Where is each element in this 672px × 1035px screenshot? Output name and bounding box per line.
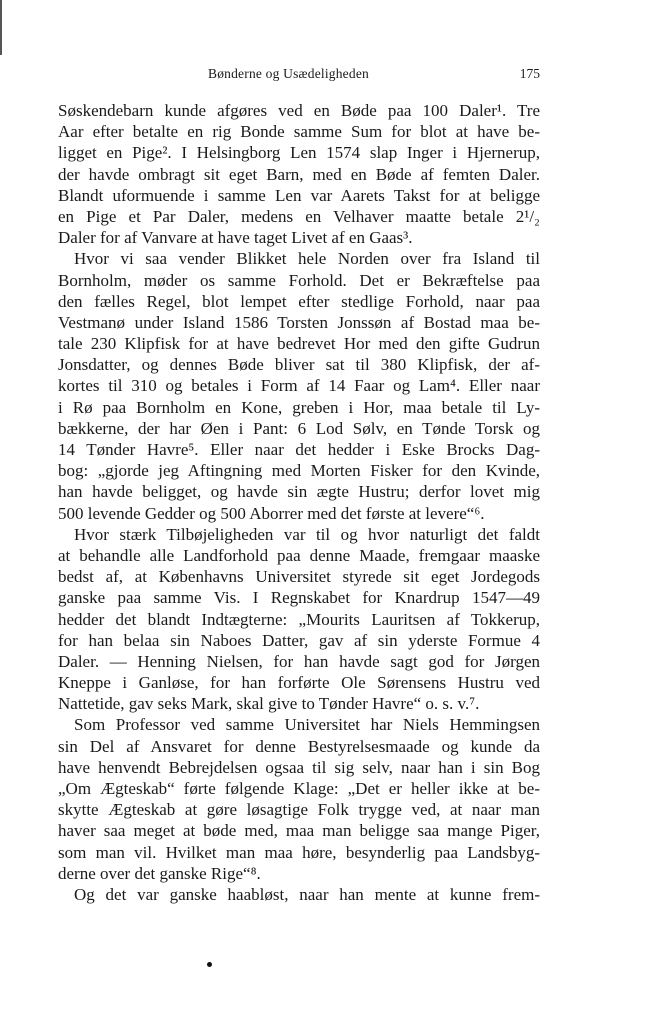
- text-line: Daler for af Vanvare at have taget Livet af en Gaas³.: [58, 228, 413, 248]
- text-line: han havde beligget, og havde sin ægte Hustru; derfor lovet mig: [58, 482, 540, 502]
- text-line: Blandt uformuende i samme Len var Aarets Takst for at beligge: [58, 185, 540, 205]
- ink-dot: [207, 962, 212, 967]
- text-line: tale 230 Klipfisk for at have bedrevet Hor med den gifte Gudrun: [58, 334, 540, 354]
- text-line: bækkerne, der har Øen i Pant: 6 Lod Sølv, en Tønde Torsk og: [58, 418, 540, 438]
- running-title: Bønderne og Usædeligheden: [208, 66, 369, 81]
- text-line: kortes til 310 og betales i Form af 14 Faar og Lam⁴. Eller naar: [58, 376, 540, 396]
- text-line: bedst af, at Københavns Universitet styrede sit eget Jordegods: [58, 567, 540, 587]
- text-line: 14 Tønder Havre⁵. Eller naar det hedder i Eske Brocks Dag-: [58, 440, 540, 459]
- page-header: [58, 66, 542, 86]
- text-line: hedder det blandt Indtægterne: „Mourits Lauritsen af Tokkerup,: [58, 609, 540, 629]
- text-line: 500 levende Gedder og 500 Aborrer med det første at levere“⁶.: [58, 503, 485, 523]
- text-line: Og det var ganske haabløst, naar han mente at kunne frem-: [74, 884, 540, 904]
- text-line: den fælles Regel, blot lempet efter stedlige Forhold, naar paa: [58, 291, 540, 311]
- text-line: „Om Ægteskab“ førte følgende Klage: „Det er heller ikke at be-: [58, 779, 540, 798]
- text-line: Hvor vi saa vender Blikket hele Norden over fra Island til: [74, 249, 540, 269]
- text-line: Aar efter betalte en rig Bonde samme Sum for blot at have be-: [58, 122, 540, 142]
- page-number: 175: [519, 66, 540, 81]
- text-line: sin Del af Ansvaret for denne Bestyrelsesmaade og kunde da: [58, 736, 540, 756]
- text-line: der havde ombragt sit eget Barn, med en Bøde af femten Daler.: [58, 164, 540, 184]
- text-line: Daler. — Henning Nielsen, for han havde sagt god for Jørgen: [58, 651, 540, 671]
- text-line: for han belaa sin Naboes Datter, gav af sin yderste Formue 4: [58, 630, 540, 650]
- text-line: ganske paa samme Vis. I Regnskabet for Knardrup 1547—49: [58, 588, 540, 608]
- text-line: at behandle alle Landforhold paa denne Maade, fremgaar maaske: [58, 545, 540, 565]
- scan-edge-mark: [0, 0, 2, 55]
- text-line: ligget en Pige². I Helsingborg Len 1574 slap Inger i Hjernerup,: [58, 143, 540, 163]
- text-line: derne over det ganske Rige“⁸.: [58, 863, 261, 883]
- text-line: skytte Ægteskab at gøre løsagtige Folk trygge ved, at naar man: [58, 800, 540, 820]
- body-text: [58, 100, 540, 905]
- text-line: Som Professor ved samme Universitet har Niels Hemmingsen: [74, 715, 540, 735]
- text-line: have henvendt Bebrejdelsen ogsaa til sig selv, naar han i sin Bog: [58, 757, 540, 777]
- text-line: Jonsdatter, og dennes Bøde bliver sat til 380 Klipfisk, der af-: [58, 355, 540, 375]
- text-line: Nattetide, gav seks Mark, skal give to Tønder Havre“ o. s. v.⁷.: [58, 694, 480, 714]
- text-line: bog: „gjorde jeg Aftingning med Morten Fisker for den Kvinde,: [58, 461, 540, 481]
- text-line: haver saa meget at bøde med, maa man beligge saa mange Piger,: [58, 821, 540, 841]
- text-line: en Pige et Par Daler, medens en Velhaver maatte betale 2¹/₂: [58, 206, 540, 226]
- text-line: som man vil. Hvilket man maa høre, besynderlig paa Landsbyg-: [58, 842, 540, 862]
- text-line: Søskendebarn kunde afgøres ved en Bøde paa 100 Daler¹. Tre: [58, 101, 540, 120]
- text-line: Vestmanø under Island 1586 Torsten Jonssøn af Bostad maa be-: [58, 312, 540, 332]
- text-line: Kneppe i Ganløse, for han forførte Ole Sørensens Hustru ved: [58, 673, 540, 693]
- text-line: i Rø paa Bornholm en Kone, greben i Hor, maa betale til Ly-: [58, 397, 540, 417]
- text-line: Hvor stærk Tilbøjeligheden var til og hvor naturligt det faldt: [74, 524, 540, 544]
- text-line: Bornholm, møder os samme Forhold. Det er Bekræftelse paa: [58, 270, 540, 290]
